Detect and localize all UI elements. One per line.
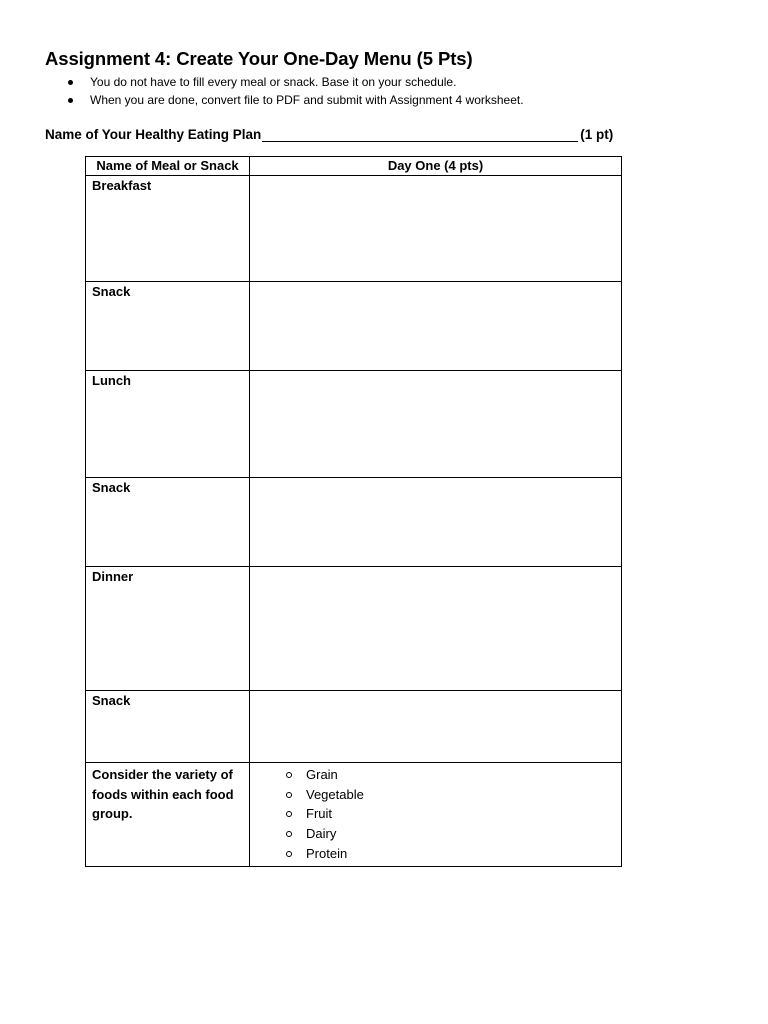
meal-label-dinner: Dinner [86, 567, 250, 691]
table-row-food-groups [86, 763, 622, 867]
header-meal: Name of Meal or Snack [86, 157, 250, 176]
table-row [86, 478, 622, 567]
day-one-cell-snack-1[interactable] [250, 282, 622, 371]
food-group-list [256, 765, 615, 864]
food-group-item: Dairy [284, 824, 615, 844]
food-group-item: Vegetable [284, 785, 615, 805]
table-row [86, 691, 622, 763]
food-groups-cell [250, 763, 622, 867]
table-row [86, 371, 622, 478]
plan-name-field[interactable] [262, 126, 578, 142]
table-header-row [86, 157, 622, 176]
plan-name-line [45, 126, 613, 142]
food-group-item: Grain [284, 765, 615, 785]
day-one-cell-snack-2[interactable] [250, 478, 622, 567]
instruction-item: When you are done, convert file to PDF and submit with Assignment 4 worksheet. [64, 92, 524, 110]
day-one-cell-snack-3[interactable] [250, 691, 622, 763]
table-row [86, 176, 622, 282]
food-group-item: Fruit [284, 804, 615, 824]
header-day-one: Day One (4 pts) [250, 157, 622, 176]
variety-prompt: Consider the variety of foods within each food group. [86, 763, 250, 867]
plan-name-points: (1 pt) [580, 127, 614, 142]
meal-label-breakfast: Breakfast [86, 176, 250, 282]
food-group-item: Protein [284, 844, 615, 864]
table-row [86, 567, 622, 691]
assignment-title: Assignment 4: Create Your One-Day Menu (5 Pts) [45, 48, 473, 69]
meal-label-snack-2: Snack [86, 478, 250, 567]
meal-label-snack-3: Snack [86, 691, 250, 763]
meal-label-snack-1: Snack [86, 282, 250, 371]
day-one-cell-dinner[interactable] [250, 567, 622, 691]
plan-name-label: Name of Your Healthy Eating Plan [45, 127, 262, 142]
instructions-list [64, 74, 524, 109]
day-one-cell-breakfast[interactable] [250, 176, 622, 282]
menu-table [85, 156, 622, 867]
day-one-cell-lunch[interactable] [250, 371, 622, 478]
instruction-item: You do not have to fill every meal or snack. Base it on your schedule. [64, 74, 524, 92]
meal-label-lunch: Lunch [86, 371, 250, 478]
table-row [86, 282, 622, 371]
